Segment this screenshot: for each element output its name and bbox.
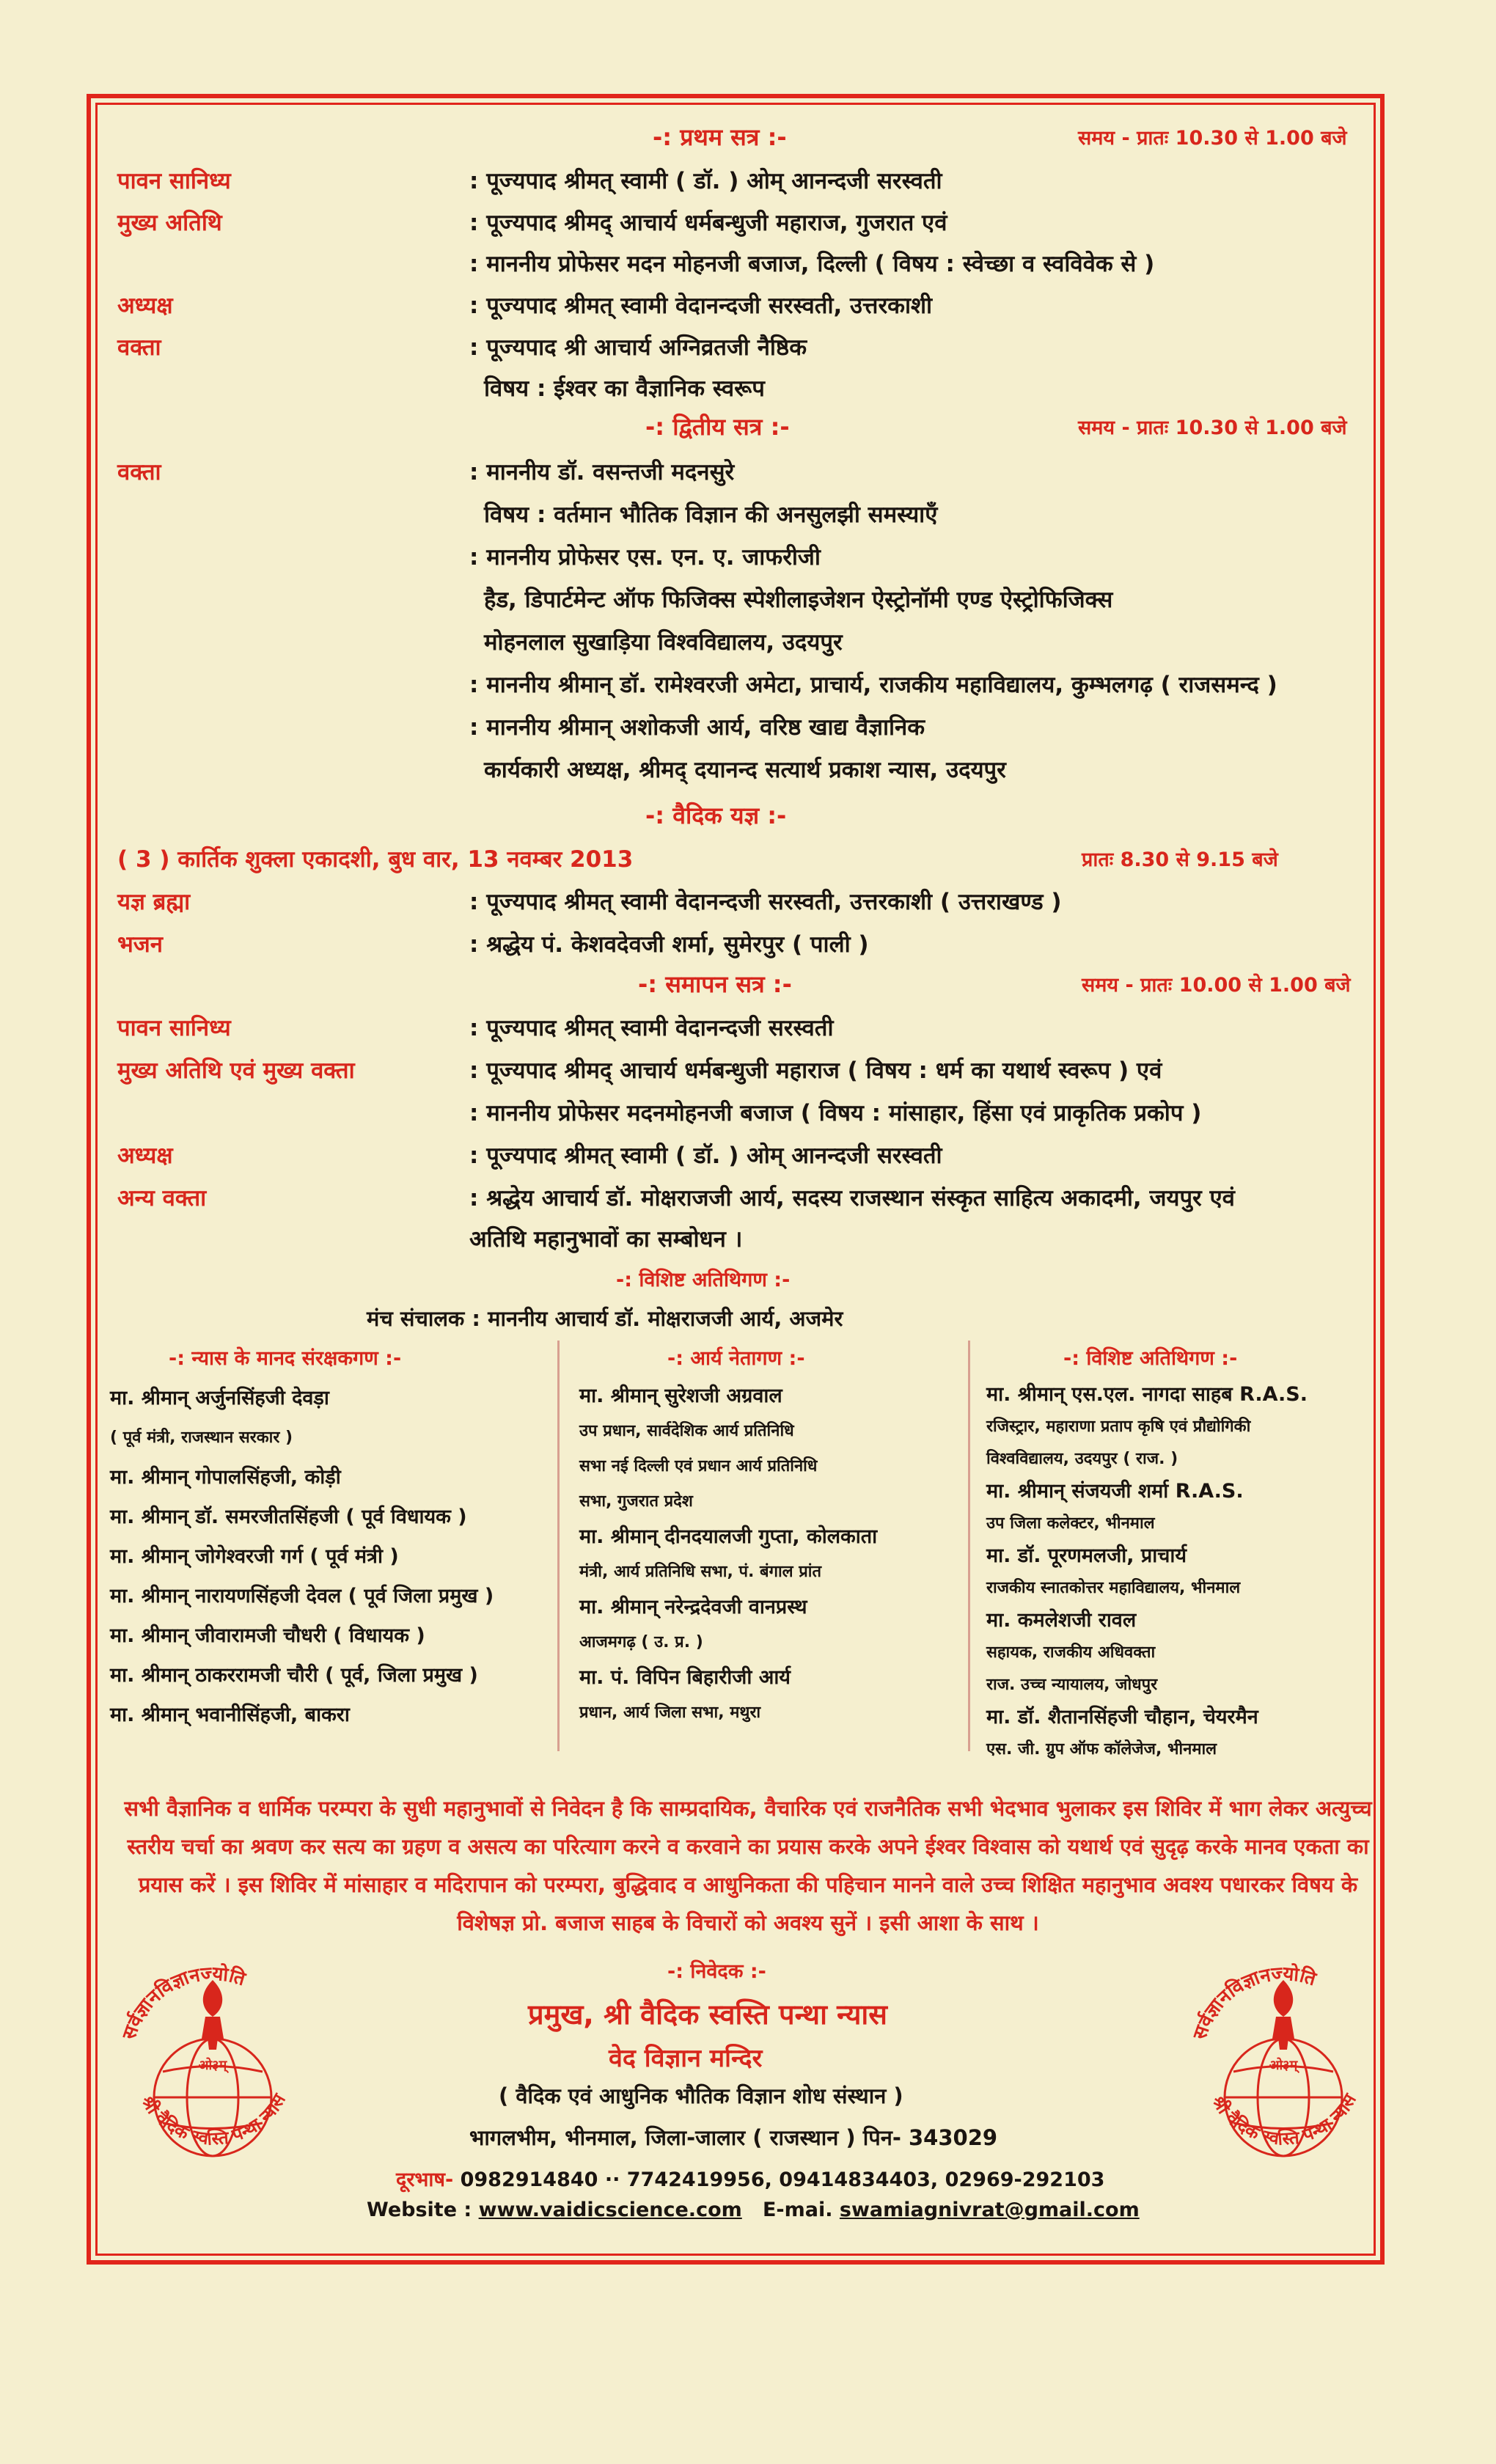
row-value: : पूज्यपाद श्रीमद् आचार्य धर्मबन्धुजी महाराज ( विषय : धर्म का यथार्थ स्वरूप ) एवं [469, 1057, 1162, 1084]
speaker-line: कार्यकारी अध्यक्ष, श्रीमद् दयानन्द सत्यार्थ प्रकाश न्यास, उदयपुर [484, 757, 1006, 783]
row-value: : पूज्यपाद श्रीमत् स्वामी वेदानन्दजी सरस्वती, उत्तरकाशी ( उत्तराखण्ड ) [469, 889, 1062, 915]
address: भागलभीम, भीनमाल, जिला-जालार ( राजस्थान ) पिन- 343029 [469, 2125, 998, 2150]
speaker-line: मोहनलाल सुखाड़िया विश्वविद्यालय, उदयपुर [484, 629, 843, 656]
row-label: वक्ता [117, 334, 161, 361]
guest-line: सहायक, राजकीय अधिवक्ता [986, 1643, 1156, 1662]
guest-line: मा. श्रीमान् जोगेश्वरजी गर्ग ( पूर्व मंत्री ) [110, 1545, 399, 1568]
institute-name: ( वैदिक एवं आधुनिक भौतिक विज्ञान शोध संस्थान ) [499, 2083, 903, 2108]
phone-numbers: 0982914840 ·· 7742419956, 09414834403, 02969-292103 [460, 2168, 1105, 2191]
website-link[interactable]: www.vaidicscience.com [478, 2199, 742, 2221]
guest-line: राजकीय स्नातकोत्तर महाविद्यालय, भीनमाल [986, 1579, 1241, 1597]
guest-line: मा. डॉ. शैतानसिंहजी चौहान, चेयरमैन [986, 1706, 1258, 1728]
email-label: E-mai. [762, 2199, 833, 2221]
seal-right-om: ओ३म् [1269, 2058, 1298, 2073]
session2-label: वक्ता [117, 459, 161, 485]
speaker-line: : माननीय प्रोफेसर एस. एन. ए. जाफरीजी [469, 544, 821, 571]
guest-line: विश्वविद्यालय, उदयपुर ( राज. ) [986, 1450, 1178, 1468]
footer-heading: -: निवेदक :- [667, 1960, 766, 1983]
guest-line: मा. श्रीमान् गोपालसिंहजी, कोड़ी [110, 1466, 341, 1489]
row-value: : पूज्यपाद श्रीमत् स्वामी वेदानन्दजी सरस्वती [469, 1015, 834, 1041]
column-divider [557, 1341, 560, 1751]
row-label: अन्य वक्ता [117, 1185, 207, 1211]
guest-line: प्रधान, आर्य जिला सभा, मथुरा [579, 1704, 761, 1722]
org-name: प्रमुख, श्री वैदिक स्वस्ति पन्था न्यास [528, 1998, 887, 2031]
seal-right-top-text: सर्वज्ञानविज्ञानज्योति [1189, 1962, 1319, 2042]
row-label: मुख्य अतिथि एवं मुख्य वक्ता [117, 1057, 355, 1084]
seal-left-om: ओ३म् [198, 2058, 227, 2073]
guest-line: सभा नई दिल्ली एवं प्रधान आर्य प्रतिनिधि [579, 1457, 818, 1475]
mandir-name: वेद विज्ञान मन्दिर [609, 2044, 763, 2073]
speaker-line: : माननीय श्रीमान् अशोकजी आर्य, वरिष्ठ खाद्य वैज्ञानिक [469, 714, 925, 741]
guest-line: मा. श्रीमान् जीवारामजी चौधरी ( विधायक ) [110, 1624, 425, 1647]
guest-line: एस. जी. ग्रुप ऑफ कॉलेजेज, भीनमाल [986, 1740, 1217, 1759]
seal-left-logo [103, 1951, 323, 2171]
guest-line: मा. कमलेशजी रावल [986, 1609, 1137, 1632]
guest-line: मा. श्रीमान् डॉ. समरजीतसिंहजी ( पूर्व विधायक ) [110, 1506, 467, 1528]
column-divider [968, 1341, 970, 1751]
seal-right-logo [1173, 1951, 1393, 2171]
website-label: Website : [367, 2199, 472, 2221]
guests-heading: -: विशिष्ट अतिथिगण :- [616, 1269, 791, 1291]
compere: मंच संचालक : माननीय आचार्य डॉ. मोक्षराजजी आर्य, अजमेर [367, 1306, 843, 1331]
seal-right-bottom-text: श्री वैदिक स्वस्ति पन्था न्यास [1207, 2090, 1360, 2149]
session2-time: समय - प्रातः 10.30 से 1.00 बजे [1078, 417, 1347, 439]
row-value: : श्रद्धेय आचार्य डॉ. मोक्षराजजी आर्य, सदस्य राजस्थान संस्कृत साहित्य अकादमी, जयपुर एवं [469, 1185, 1235, 1211]
row-label: भजन [117, 931, 163, 958]
col1-heading: -: न्यास के मानद संरक्षकगण :- [169, 1347, 402, 1370]
seal-left-top-text: सर्वज्ञानविज्ञानज्योति [118, 1962, 248, 2042]
guest-line: मा. श्रीमान् एस.एल. नागदा साहब R.A.S. [986, 1383, 1308, 1406]
row-value: : पूज्यपाद श्री आचार्य अग्निव्रतजी नैष्ठिक [469, 334, 807, 361]
closing-time: समय - प्रातः 10.00 से 1.00 बजे [1082, 974, 1351, 997]
row-label: यज्ञ ब्रह्मा [117, 889, 191, 915]
special-guests-list [986, 1379, 1308, 1766]
guest-line: रजिस्ट्रार, महाराणा प्रताप कृषि एवं प्रौद्योगिकी [986, 1418, 1251, 1436]
row-value: : पूज्यपाद श्रीमद् आचार्य धर्मबन्धुजी महाराज, गुजरात एवं [469, 210, 947, 236]
row-value: : पूज्यपाद श्रीमत् स्वामी ( डॉ. ) ओम् आनन्दजी सरस्वती [469, 1143, 942, 1169]
patrons-list [110, 1379, 494, 1735]
guest-line: उप प्रधान, सार्वदेशिक आर्य प्रतिनिधि [579, 1422, 794, 1440]
yagya-time: प्रातः 8.30 से 9.15 बजे [1082, 848, 1278, 871]
guest-line: उप जिला कलेक्टर, भीनमाल [986, 1514, 1155, 1533]
speaker-line: विषय : वर्तमान भौतिक विज्ञान की अनसुलझी समस्याएँ [484, 502, 938, 528]
row-value: विषय : ईश्वर का वैज्ञानिक स्वरूप [484, 375, 765, 402]
seal-left-bottom-text: श्री वैदिक स्वस्ति पन्था न्यास [136, 2090, 290, 2149]
guest-line: मा. श्रीमान् अर्जुनसिंहजी देवड़ा [110, 1387, 329, 1409]
phone-label: दूरभाष- [396, 2168, 454, 2191]
yagya-date: ( 3 ) कार्तिक शुक्ला एकादशी, बुध वार, 13 नवम्बर 2013 [117, 846, 634, 873]
guest-line: मा. श्रीमान् नारायणसिंहजी देवल ( पूर्व जिला प्रमुख ) [110, 1585, 494, 1607]
row-value: : पूज्यपाद श्रीमत् स्वामी वेदानन्दजी सरस्वती, उत्तरकाशी [469, 293, 933, 319]
row-label: पावन सानिध्य [117, 168, 231, 194]
row-label: अध्यक्ष [117, 293, 173, 319]
guest-line: मा. श्रीमान् सुरेशजी अग्रवाल [579, 1385, 782, 1407]
session2-heading: -: द्वितीय सत्र :- [645, 413, 790, 441]
closing-heading: -: समापन सत्र :- [638, 970, 792, 998]
row-value: : माननीय प्रोफेसर मदनमोहनजी बजाज ( विषय : मांसाहार, हिंसा एवं प्राकृतिक प्रकोप ) [469, 1100, 1202, 1126]
row-value: : माननीय प्रोफेसर मदन मोहनजी बजाज, दिल्ली ( विषय : स्वेच्छा व स्वविवेक से ) [469, 251, 1155, 277]
guest-line: ( पूर्व मंत्री, राजस्थान सरकार ) [110, 1429, 293, 1447]
speaker-line: : माननीय डॉ. वसन्तजी मदनसुरे [469, 459, 735, 485]
row-label: मुख्य अतिथि [117, 210, 222, 236]
row-label: पावन सानिध्य [117, 1015, 231, 1041]
guest-line: आजमगढ़ ( उ. प्र. ) [579, 1633, 703, 1651]
guest-line: मा. डॉ. पूरणमलजी, प्राचार्य [986, 1544, 1187, 1567]
speaker-line: हैड, डिपार्टमेन्ट ऑफ फिजिक्स स्पेशीलाइजेशन ऐस्ट्रोनॉमी एण्ड ऐस्ट्रोफिजिक्स [484, 587, 1113, 613]
row-value: : श्रद्धेय पं. केशवदेवजी शर्मा, सुमेरपुर ( पाली ) [469, 931, 869, 958]
guest-line: मंत्री, आर्य प्रतिनिधि सभा, पं. बंगाल प्रांत [579, 1563, 822, 1581]
appeal-paragraph: सभी वैज्ञानिक व धार्मिक परम्परा के सुधी महानुभावों से निवेदन है कि साम्प्रदायिक, वैचारिक एवं राजनैतिक सभी भेदभाव भुलाकर इस शिविर में भाग लेकर अत्युच्च स्तरीय चर्चा का श्रवण कर सत्य का ग्रहण व असत्य का परित्याग करने व करवाने का प्रयास करके अपने ईश्वर विश्वास को यथार्थ एवं सुदृढ़ करके मानव एकता का प्रयास करें । इस शिविर में मांसाहार व मदिरापान को परम्परा, बुद्धिवाद व आधुनिकता की पहिचान मानने वाले उच्च शिक्षित महानुभाव अवश्य पधारकर विषय के विशेषज्ञ प्रो. बजाज साहब के विचारों को अवश्य सुनें । इसी आशा के साथ । [124, 1796, 1372, 1935]
row-label: अध्यक्ष [117, 1143, 173, 1169]
guest-line: मा. पं. विपिन बिहारीजी आर्य [579, 1666, 791, 1689]
guest-line: मा. श्रीमान् दीनदयालजी गुप्ता, कोलकाता [579, 1525, 878, 1548]
speaker-line: : माननीय श्रीमान् डॉ. रामेश्वरजी अमेटा, प्राचार्य, राजकीय महाविद्यालय, कुम्भलगढ़ ( राजसमन्द ) [469, 672, 1277, 698]
guest-line: मा. श्रीमान् ठाकररामजी चौरी ( पूर्व, जिला प्रमुख ) [110, 1664, 478, 1687]
yagya-heading: -: वैदिक यज्ञ :- [645, 802, 787, 829]
guest-line: मा. श्रीमान् संजयजी शर्मा R.A.S. [986, 1480, 1244, 1503]
session1-time: समय - प्रातः 10.30 से 1.00 बजे [1078, 127, 1347, 150]
arya-leaders-list [579, 1379, 877, 1731]
row-value: : पूज्यपाद श्रीमत् स्वामी ( डॉ. ) ओम् आनन्दजी सरस्वती [469, 168, 942, 194]
email-link[interactable]: swamiagnivrat@gmail.com [839, 2199, 1140, 2221]
col3-heading: -: विशिष्ट अतिथिगण :- [1063, 1347, 1238, 1370]
guest-line: मा. श्रीमान् भवानीसिंहजी, बाकरा [110, 1704, 350, 1726]
guest-line: सभा, गुजरात प्रदेश [579, 1492, 693, 1511]
col2-heading: -: आर्य नेतागण :- [667, 1347, 805, 1370]
session1-heading: -: प्रथम सत्र :- [653, 123, 787, 151]
guest-line: राज. उच्च न्यायालय, जोधपुर [986, 1676, 1158, 1694]
row-value: अतिथि महानुभावों का सम्बोधन । [469, 1226, 743, 1253]
guest-line: मा. श्रीमान् नरेन्द्रदेवजी वानप्रस्थ [579, 1596, 807, 1618]
